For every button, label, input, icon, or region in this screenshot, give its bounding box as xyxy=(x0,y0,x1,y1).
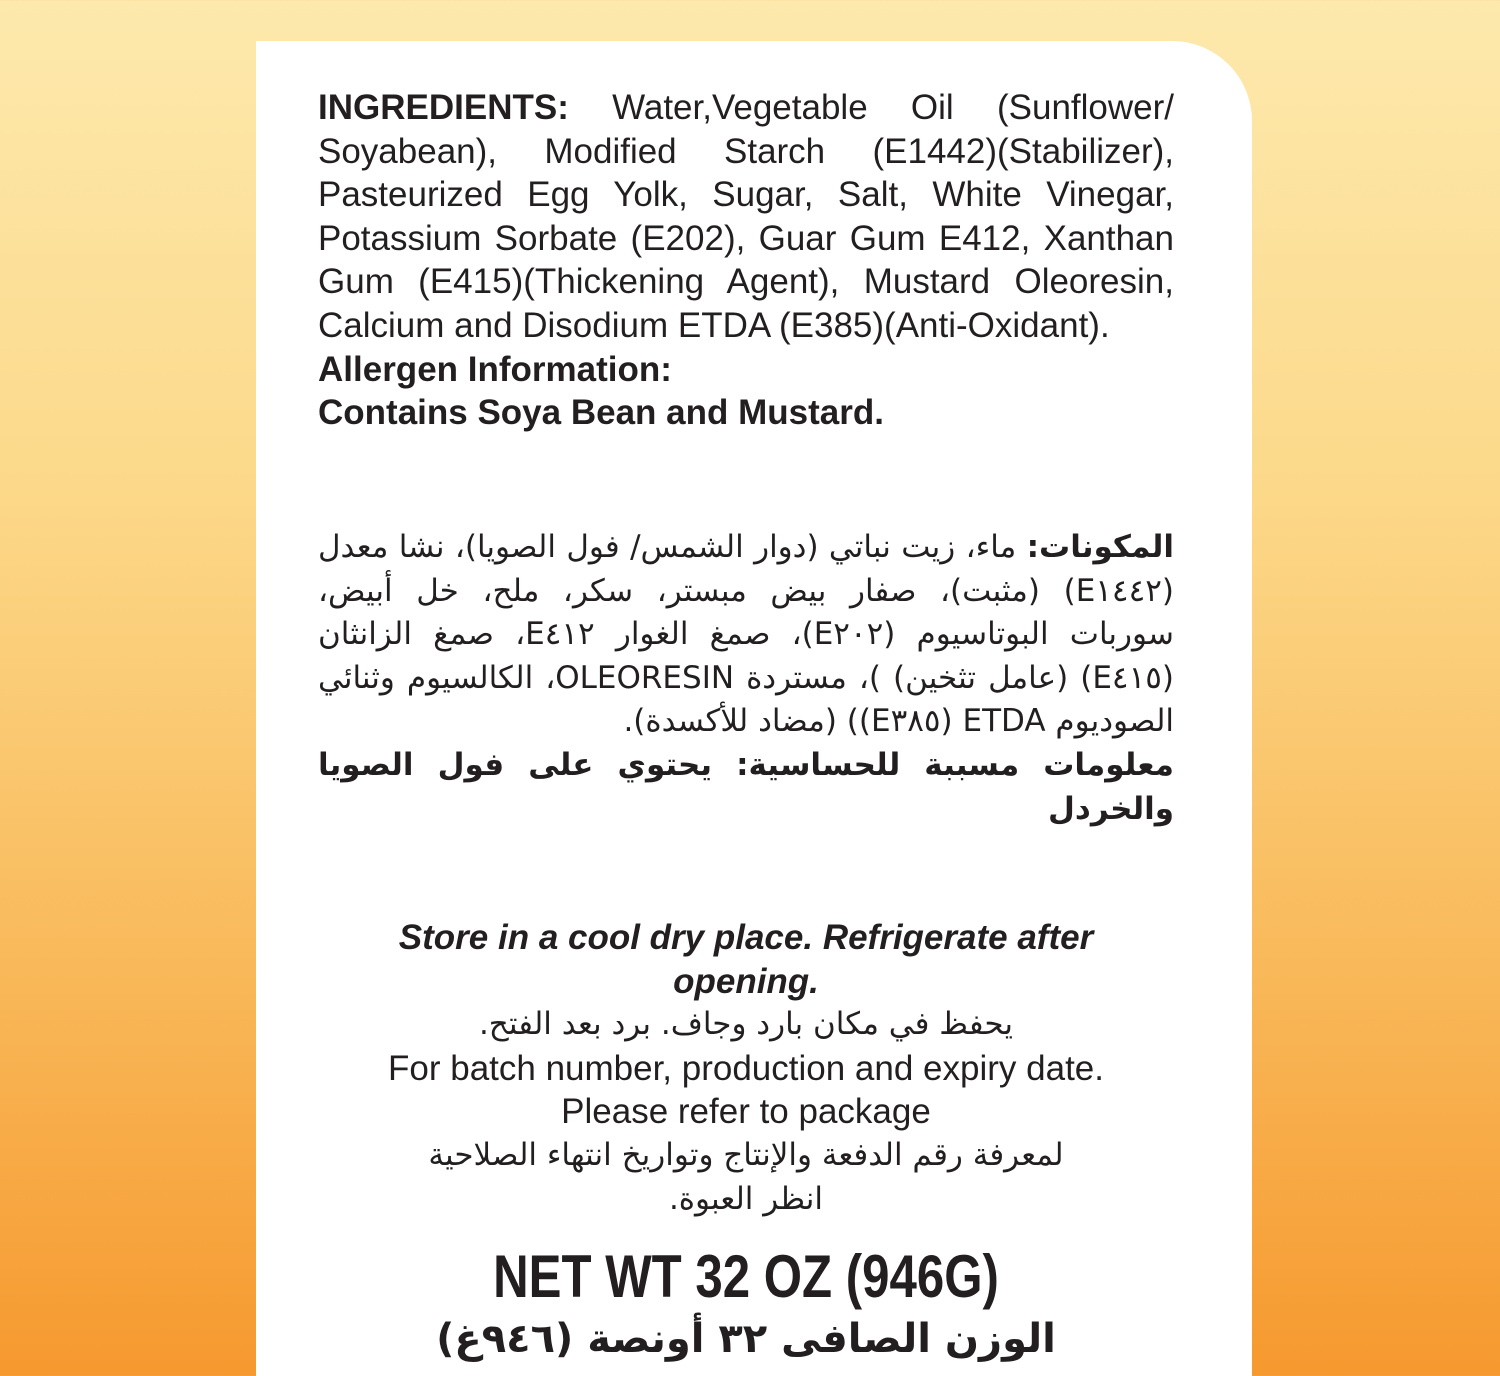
batch-info-arabic-line-1: لمعرفة رقم الدفعة والإنتاج وتواريخ انتهاء الصلاحية xyxy=(428,1136,1064,1173)
net-weight-english: NET WT 32 OZ (946G) xyxy=(493,1243,999,1310)
ingredients-arabic xyxy=(318,526,1174,831)
ingredients-paragraph xyxy=(318,86,1174,348)
ingredients-heading: INGREDIENTS: xyxy=(318,88,569,127)
allergen-text: Contains Soya Bean and Mustard. xyxy=(318,393,884,433)
ingredients-english xyxy=(318,86,1174,435)
net-weight-arabic: الوزن الصافى ٣٢ أونصة (٩٤٦غ) xyxy=(436,1316,1056,1362)
storage-section xyxy=(318,916,1174,1221)
ingredients-arabic-heading: المكونات: xyxy=(1026,529,1174,565)
storage-english: Store in a cool dry place. Refrigerate after opening. xyxy=(398,918,1094,1001)
storage-arabic: يحفظ في مكان بارد وجاف. برد بعد الفتح. xyxy=(478,1006,1014,1043)
allergen-arabic: معلومات مسببة للحساسية: يحتوي على فول الصويا والخردل xyxy=(318,746,1174,827)
batch-info-line-1: For batch number, production and expiry date. xyxy=(388,1048,1104,1088)
net-weight-section xyxy=(318,1241,1174,1365)
ingredients-text: Water,Vegetable Oil (Sunflower/ Soyabean), Modified Starch (E1442)(Stabilizer), Pasteurized Egg Yolk, Sugar, Salt, White Vinegar, Potassium Sorbate (E202), Guar Gum E412, Xanthan Gum (E415)(Thickening Agent), Mustard Oleoresin, Calcium and Disodium ETDA (E385)(Anti-Oxidant). xyxy=(318,88,1174,345)
allergen-heading: Allergen Information: xyxy=(318,349,672,389)
label-panel xyxy=(256,41,1252,1376)
batch-info-arabic-line-2: انظر العبوة. xyxy=(668,1180,824,1217)
batch-info-line-2: Please refer to package xyxy=(561,1092,931,1132)
ingredients-arabic-text: ماء، زيت نباتي (دوار الشمس/ فول الصويا)، نشا معدل (E١٤٤٢) (مثبت)، صفار بيض مبستر، سكر، ملح، خل أبيض، سوربات البوتاسيوم (E٢٠٢)، صمغ الغوار E٤١٢، صمغ الزانثان (E٤١٥) (عامل تثخين) )، مستردة OLEORESIN، الكالسيوم وثنائي الصوديوم ETDA (E٣٨٥)) (مضاد للأكسدة). xyxy=(318,529,1174,740)
ingredients-arabic-paragraph xyxy=(318,526,1174,744)
